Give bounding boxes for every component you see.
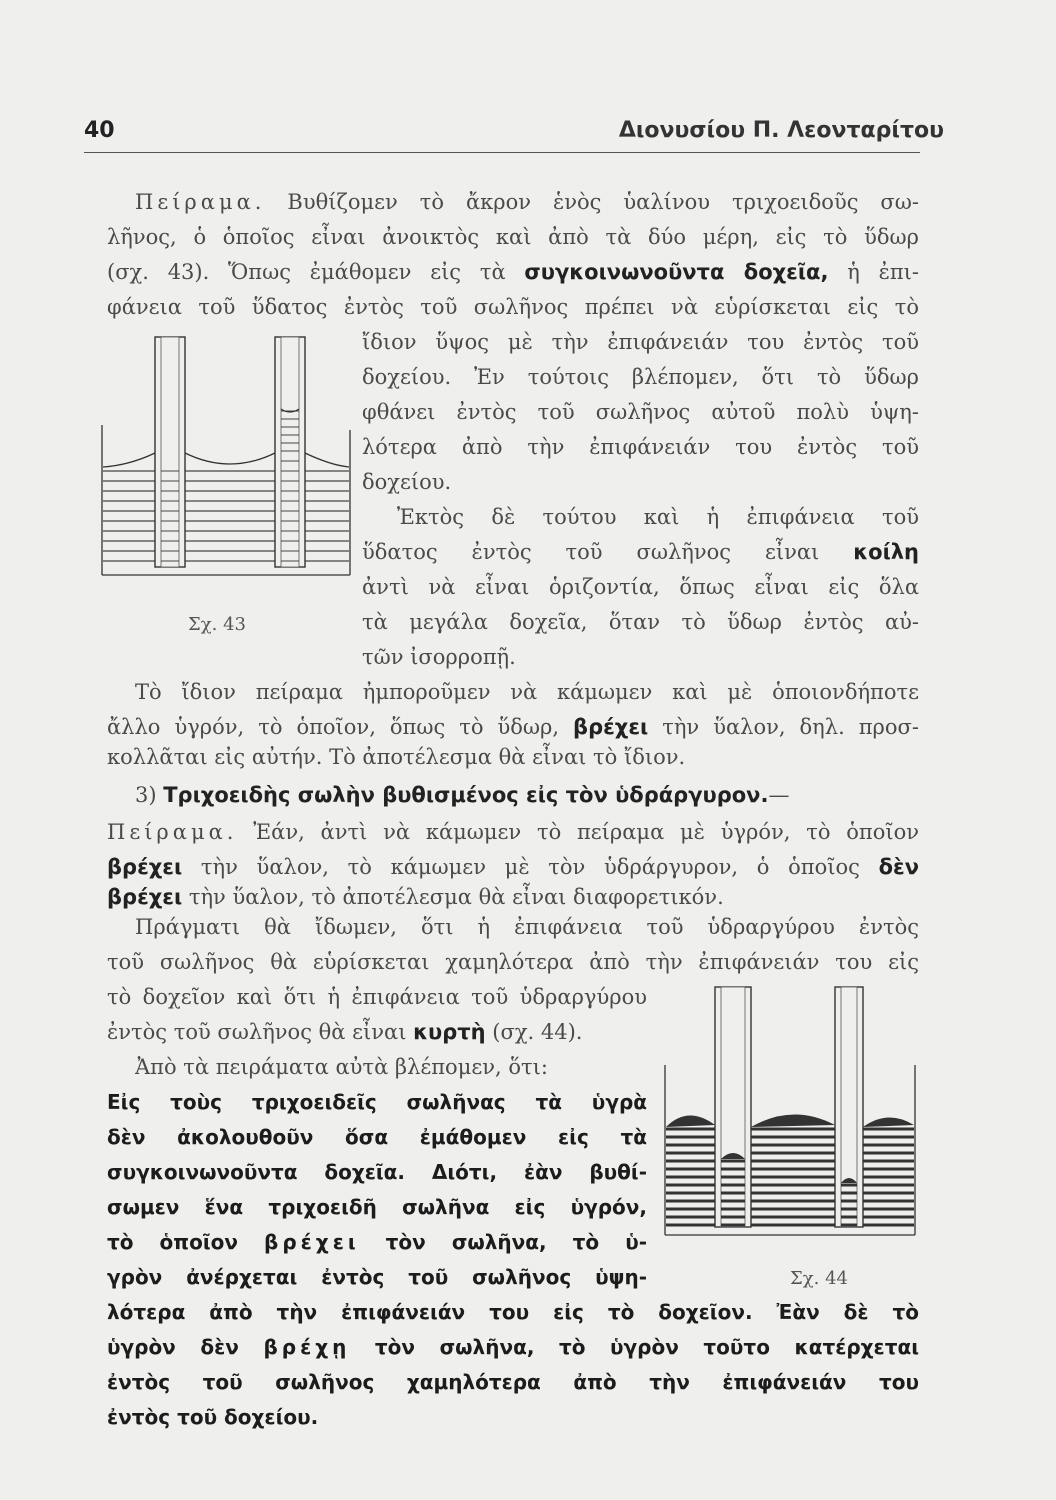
text-line [107, 947, 919, 977]
figure-44-caption: Σχ. 44 [790, 1268, 848, 1289]
text-run: Τριχοειδὴς σωλὴν βυθισμένος εἰς τὸν ὑδράργυρον. [163, 783, 769, 807]
text-run: βρέχῃ [263, 1335, 351, 1359]
text-run: (σχ. 44). [485, 1020, 583, 1044]
text-line [107, 1017, 647, 1047]
text-run: ἄλλο ὑγρόν, τὸ ὁποῖον, ὅπως τὸ ὕδωρ, [107, 715, 574, 739]
text-run: Πείραμα. [107, 820, 238, 844]
text-line [362, 397, 919, 427]
text-run: τῶν ἰσορροπῇ. [362, 645, 516, 669]
text-line [362, 607, 919, 637]
text-run: τὴν ὕαλον, τὸ κάμωμεν μὲ τὸν ὑδράργυρον, ὁ ὁποῖος [182, 855, 879, 879]
text-run: τὴν ὕαλον, δηλ. προσ- [648, 715, 919, 739]
text-run: Ἐάν, ἀντὶ νὰ κάμωμεν τὸ πείραμα μὲ ὑγρόν, τὸ ὁποῖον [237, 820, 919, 844]
text-run: ἐντὸς τοῦ δοχείου. [107, 1405, 319, 1429]
text-line [362, 432, 919, 462]
figure-43-caption: Σχ. 43 [188, 614, 246, 635]
text-run: γρὸν ἀνέρχεται ἐντὸς τοῦ σωλῆνος ὑψη- [107, 1265, 647, 1289]
text-line [362, 327, 919, 357]
text-run: Εἰς τοὺς τριχοειδεῖς σωλῆνας τὰ ὑγρὰ [107, 1090, 647, 1114]
text-run: Ἀπὸ τὰ πειράματα αὐτὰ βλέπομεν, ὅτι: [135, 1055, 548, 1079]
text-line [135, 187, 919, 217]
text-line [135, 677, 919, 707]
text-line [135, 912, 919, 942]
text-line [135, 1052, 645, 1082]
text-line [107, 222, 919, 252]
figure-44 [663, 985, 923, 1265]
text-run: δὲν [878, 855, 919, 879]
text-run: βρέχει [107, 855, 183, 879]
text-run: φάνεια τοῦ ὕδατος ἐντὸς τοῦ σωλῆνος πρέπει νὰ εὑρίσκεται εἰς τὸ [107, 295, 919, 319]
text-run: κοίλη [853, 540, 919, 564]
text-line [107, 257, 919, 287]
text-run: — [768, 783, 790, 807]
text-line [107, 1367, 919, 1397]
text-line [107, 292, 919, 322]
text-run: ἀντὶ νὰ εἶναι ὁριζοντία, ὅπως εἶναι εἰς ὅλα [362, 575, 919, 599]
text-run: Βυθίζομεν τὸ ἄκρον ἑνὸς ὑαλίνου τριχοειδοῦς σω- [265, 190, 919, 214]
text-line [107, 742, 767, 772]
text-run: δοχείου. Ἐν τούτοις βλέπομεν, ὅτι τὸ ὕδωρ [362, 365, 919, 389]
text-run: ὕδατος ἐντὸς τοῦ σωλῆνος εἶναι [362, 540, 854, 564]
text-run: Πείραμα. [135, 190, 266, 214]
text-run: Πράγματι θὰ ἴδωμεν, ὅτι ἡ ἐπιφάνεια τοῦ ὑδραργύρου ἐντὸς [135, 915, 919, 939]
text-run: λῆνος, ὁ ὁποῖος εἶναι ἀνοικτὸς καὶ ἀπὸ τὰ δύο μέρη, εἰς τὸ ὕδωρ [107, 225, 919, 249]
text-line [107, 712, 919, 742]
text-run: τὰ μεγάλα δοχεῖα, ὅταν τὸ ὕδωρ ἐντὸς αὐ- [362, 610, 919, 634]
text-run: βρέχει [264, 1230, 360, 1254]
text-run: ἴδιον ὕψος μὲ τὴν ἐπιφάνειάν του ἐντὸς τοῦ [362, 330, 919, 354]
text-line [107, 1122, 647, 1152]
text-line [362, 642, 542, 672]
text-run: δὲν ἀκολουθοῦν ὅσα ἐμάθομεν εἰς τὰ [107, 1125, 647, 1149]
text-run: τὸ ὁποῖον [107, 1230, 265, 1254]
text-run: λότερα ἀπὸ τὴν ἐπιφάνειάν του ἐντὸς τοῦ [362, 435, 919, 459]
text-run: κυρτὴ [413, 1020, 486, 1044]
text-line [135, 780, 919, 810]
text-run: κολλᾶται εἰς αὐτήν. Τὸ ἀποτέλεσμα θὰ εἶναι τὸ ἴδιον. [107, 745, 686, 769]
page-number: 40 [84, 118, 115, 143]
text-line [107, 1227, 647, 1257]
text-line [107, 817, 919, 847]
text-run: βρέχει [107, 885, 183, 909]
text-run: 3) [135, 783, 164, 807]
text-run: συγκοινωνοῦντα δοχεῖα, [524, 260, 829, 284]
text-run: ἐντὸς τοῦ σωλῆνος θὰ εἶναι [107, 1020, 414, 1044]
text-line [362, 362, 919, 392]
text-line [362, 572, 919, 602]
header-rule [84, 152, 920, 153]
text-line [107, 1402, 337, 1432]
text-run: τὸ δοχεῖον καὶ ὅτι ἡ ἐπιφάνεια τοῦ ὑδραργύρου [107, 985, 647, 1009]
text-run: ἐντὸς τοῦ σωλῆνος χαμηλότερα ἀπὸ τὴν ἐπιφάνειάν του [107, 1370, 919, 1394]
text-run: ὑγρὸν δὲν [107, 1335, 264, 1359]
text-line [362, 537, 919, 567]
running-header: Διονυσίου Π. Λεονταρίτου [618, 118, 944, 143]
text-run: σωμεν ἕνα τριχοειδῆ σωλῆνα εἰς ὑγρόν, [107, 1195, 647, 1219]
text-run: Ἐκτὸς δὲ τούτου καὶ ἡ ἐπιφάνεια τοῦ [397, 505, 919, 529]
text-line [107, 1192, 647, 1222]
figure-43 [100, 335, 360, 605]
text-line [107, 852, 919, 882]
text-run: (σχ. 43). Ὅπως ἐμάθομεν εἰς τὰ [107, 260, 525, 284]
text-line [107, 1262, 647, 1292]
text-run: τὸν σωλῆνα, τὸ ὑ- [359, 1230, 647, 1254]
text-run: λότερα ἀπὸ τὴν ἐπιφάνειάν του εἰς τὸ δοχεῖον. Ἐὰν δὲ τὸ [107, 1300, 919, 1324]
text-run: Τὸ ἴδιον πείραμα ἠμποροῦμεν νὰ κάμωμεν καὶ μὲ ὁποιονδήποτε [135, 680, 919, 704]
text-run: τοῦ σωλῆνος θὰ εὑρίσκεται χαμηλότερα ἀπὸ τὴν ἐπιφάνειάν του εἰς [107, 950, 919, 974]
text-line [107, 1297, 919, 1327]
text-line [107, 1332, 919, 1362]
text-line [107, 882, 807, 912]
text-run: τὸν σωλῆνα, τὸ ὑγρὸν τοῦτο κατέρχεται [350, 1335, 919, 1359]
text-line [107, 1157, 647, 1187]
text-line [107, 982, 647, 1012]
text-run: βρέχει [573, 715, 649, 739]
text-run: συγκοινωνοῦντα δοχεῖα. Διότι, ἐὰν βυθί- [107, 1160, 647, 1184]
text-line [107, 1087, 647, 1117]
text-line [397, 502, 919, 532]
text-run: φθάνει ἐντὸς τοῦ σωλῆνος αὐτοῦ πολὺ ὑψη- [362, 400, 919, 424]
text-run: δοχείου. [362, 470, 452, 494]
text-run: τὴν ὕαλον, τὸ ἀποτέλεσμα θὰ εἶναι διαφορετικόν. [182, 885, 724, 909]
text-line [362, 467, 462, 497]
text-run: ἡ ἐπι- [828, 260, 919, 284]
